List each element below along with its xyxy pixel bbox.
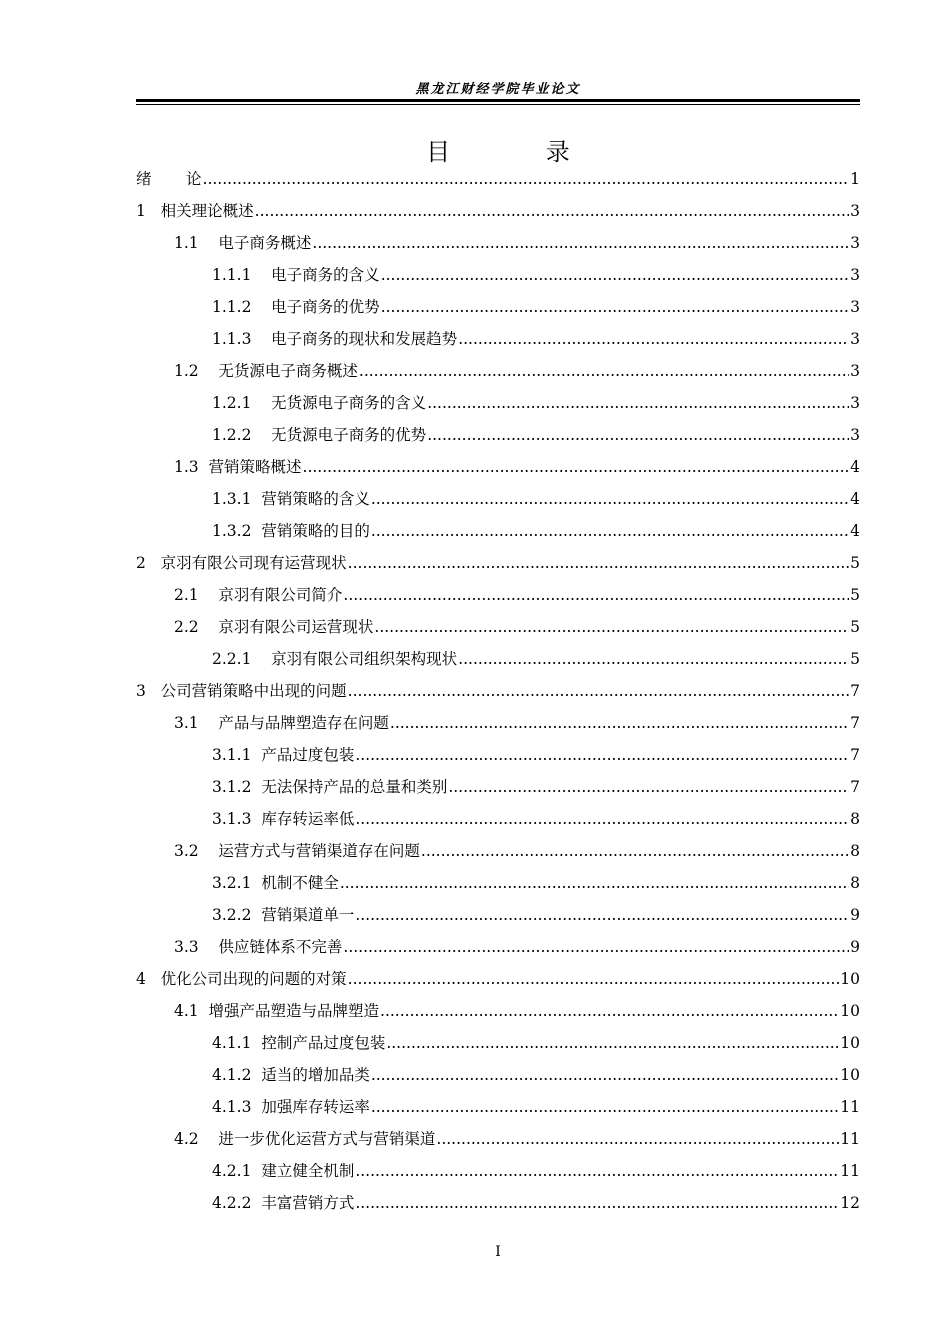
toc-entry-gap [251, 520, 261, 542]
page-number: I [495, 1244, 501, 1260]
toc-entry-title: 京羽有限公司运营现状 [218, 618, 374, 636]
toc-entry[interactable] [212, 744, 860, 766]
toc-entry-gap [146, 552, 161, 574]
toc-entry-leader [355, 1192, 839, 1214]
toc-entry-page: 5 [850, 618, 860, 636]
toc-entry-number: 3.3 [174, 938, 199, 956]
toc-entry-page: 4 [850, 458, 860, 476]
toc-entry-gap [146, 200, 161, 222]
toc-entry-number: 4.1.1 [212, 1034, 252, 1052]
toc-entry-leader [343, 584, 849, 606]
toc-entry-leader [448, 776, 849, 798]
toc-entry-title: 营销策略的含义 [261, 490, 370, 508]
toc-entry-number: 1.3.2 [212, 522, 252, 540]
toc-entry[interactable] [212, 488, 860, 510]
toc-entry[interactable] [136, 552, 860, 574]
toc-entry[interactable] [174, 616, 860, 638]
toc-entry-number: 4 [136, 970, 146, 988]
toc-entry-title: 京羽有限公司组织架构现状 [271, 650, 458, 668]
toc-entry[interactable] [212, 872, 860, 894]
toc-entry-title: 营销策略概述 [208, 458, 302, 476]
toc-entry-leader [355, 808, 849, 830]
toc-entry-gap [251, 424, 271, 446]
toc-entry-number: 2.2 [174, 618, 199, 636]
toc-entry-gap [199, 584, 219, 606]
toc-entry-gap [251, 1096, 261, 1118]
toc-entry-leader [355, 1160, 839, 1182]
toc-entry-number: 2.2.1 [212, 650, 252, 668]
toc-entry-leader [348, 968, 840, 990]
toc-entry[interactable] [212, 296, 860, 318]
toc-entry[interactable] [212, 904, 860, 926]
toc-entry-leader [421, 840, 849, 862]
toc-entry-number: 3.1 [174, 714, 199, 732]
toc-entry-page: 5 [850, 554, 860, 572]
toc-entry-number: 1.2.2 [212, 426, 252, 444]
toc-entry-page: 3 [850, 426, 860, 444]
toc-entry-title: 营销渠道单一 [261, 906, 355, 924]
toc-entry-leader [355, 904, 849, 926]
toc-entry-gap [251, 296, 271, 318]
toc-entry-number: 4.2.2 [212, 1194, 252, 1212]
toc-entry[interactable] [174, 1000, 860, 1022]
toc-entry-page: 10 [840, 1002, 860, 1020]
toc-title: 目 录 [426, 138, 614, 166]
toc-entry-leader [427, 392, 849, 414]
toc-entry-title: 库存转运率低 [261, 810, 355, 828]
toc-entry-leader [359, 360, 849, 382]
toc-entry-gap [199, 936, 219, 958]
toc-entry-gap [251, 264, 271, 286]
toc-entry-gap [251, 744, 261, 766]
toc-entry-page: 3 [850, 234, 860, 252]
toc-entry-title: 营销策略的目的 [261, 522, 370, 540]
toc-entry-gap [251, 488, 261, 510]
toc-entry-page: 10 [840, 970, 860, 988]
toc-entry-page: 3 [850, 202, 860, 220]
toc-entry-title: 无货源电子商务的优势 [271, 426, 427, 444]
toc-entry-gap [251, 872, 261, 894]
toc-entry-title: 相关理论概述 [160, 202, 254, 220]
toc-entry-title: 优化公司出现的问题的对策 [160, 970, 347, 988]
toc-entry-number: 3.2 [174, 842, 199, 860]
toc-entry-number: 1 [136, 202, 146, 220]
toc-entry-page: 11 [840, 1130, 860, 1148]
toc-entry-leader [374, 616, 849, 638]
toc-entry-title: 控制产品过度包装 [261, 1034, 386, 1052]
toc-entry-title: 增强产品塑造与品牌塑造 [208, 1002, 380, 1020]
toc-entry-gap [146, 680, 161, 702]
toc-entry-title: 产品过度包装 [261, 746, 355, 764]
toc-entry-page: 5 [850, 650, 860, 668]
toc-entry-leader [381, 296, 849, 318]
toc-entry-title: 供应链体系不完善 [218, 938, 343, 956]
toc-entry-page: 8 [850, 842, 860, 860]
toc-entry-page: 4 [850, 522, 860, 540]
toc-entry-title: 运营方式与营销渠道存在问题 [218, 842, 420, 860]
toc-entry[interactable] [212, 1160, 860, 1182]
toc-entry-leader [427, 424, 849, 446]
toc-entry[interactable] [136, 168, 860, 190]
toc-entry-number: 1.1.3 [212, 330, 252, 348]
toc-entry-gap [251, 648, 271, 670]
toc-entry-leader [255, 200, 849, 222]
toc-entry-page: 9 [850, 906, 860, 924]
toc-entry-page: 5 [850, 586, 860, 604]
toc-entry[interactable] [136, 968, 860, 990]
header-rule-thick [136, 99, 860, 102]
toc-entry[interactable] [212, 648, 860, 670]
toc-entry-number: 3 [136, 682, 146, 700]
toc-entry-title: 公司营销策略中出现的问题 [160, 682, 347, 700]
toc-entry-page: 3 [850, 362, 860, 380]
toc-entry-gap [251, 808, 261, 830]
toc-entry-number: 4.1.2 [212, 1066, 252, 1084]
toc-entry[interactable] [136, 680, 860, 702]
toc-entry-leader [371, 1064, 839, 1086]
toc-entry-title: 无货源电子商务概述 [218, 362, 358, 380]
toc-entry-page: 8 [850, 874, 860, 892]
toc-entry-page: 12 [840, 1194, 860, 1212]
toc-entry-gap [146, 968, 161, 990]
toc-entry-number: 3.1.3 [212, 810, 252, 828]
toc-entry-number: 1.1.2 [212, 298, 252, 316]
toc-entry-number: 4.2.1 [212, 1162, 252, 1180]
toc-entry-page: 1 [850, 170, 860, 188]
toc-entry-title: 产品与品牌塑造存在问题 [218, 714, 389, 732]
toc-entry-gap [251, 1032, 261, 1054]
toc-entry-page: 7 [850, 714, 860, 732]
toc-entry-leader [348, 552, 849, 574]
toc-entry-page: 7 [850, 778, 860, 796]
toc-entry[interactable] [174, 712, 860, 734]
toc-entry-leader [371, 1096, 839, 1118]
toc-entry-title: 适当的增加品类 [261, 1066, 370, 1084]
toc-entry-gap [251, 1064, 261, 1086]
toc-entry-gap [251, 1160, 261, 1182]
toc-entry-title: 进一步优化运营方式与营销渠道 [218, 1130, 436, 1148]
toc-entry-leader [355, 744, 849, 766]
header-rule-thin [136, 104, 860, 105]
toc-entry-number: 1.2.1 [212, 394, 252, 412]
toc-entry-number: 1.1 [174, 234, 199, 252]
toc-entry[interactable] [174, 584, 860, 606]
toc-entry-number: 3.2.1 [212, 874, 252, 892]
toc-entry-page: 11 [840, 1162, 860, 1180]
toc-entry-number: 1.3 [174, 458, 199, 476]
toc-entry-leader [381, 264, 849, 286]
toc-entry[interactable] [174, 1128, 860, 1150]
toc-entry-leader [436, 1128, 839, 1150]
toc-entry-page: 3 [850, 266, 860, 284]
toc-entry-title: 京羽有限公司现有运营现状 [160, 554, 347, 572]
toc-entry-number: 2.1 [174, 586, 199, 604]
toc-entry[interactable] [212, 1032, 860, 1054]
toc-entry[interactable] [212, 520, 860, 542]
toc-entry[interactable] [212, 328, 860, 350]
toc-entry-title: 无法保持产品的总量和类别 [261, 778, 448, 796]
toc-entry[interactable] [212, 1064, 860, 1086]
toc-entry-number: 1.2 [174, 362, 199, 380]
toc-entry-title: 加强库存转运率 [261, 1098, 370, 1116]
toc-entry-leader [390, 712, 849, 734]
toc-entry-number: 3.1.1 [212, 746, 252, 764]
toc-entry-page: 7 [850, 746, 860, 764]
toc-entry-leader [340, 872, 849, 894]
toc-entry-gap [199, 1000, 209, 1022]
toc-entry-number: 1.3.1 [212, 490, 252, 508]
toc-entry-page: 11 [840, 1098, 860, 1116]
toc-entry-gap [199, 840, 219, 862]
toc-entry-gap [251, 1192, 261, 1214]
toc-entry[interactable] [174, 840, 860, 862]
toc-entry-leader [386, 1032, 839, 1054]
toc-entry-gap [199, 1128, 219, 1150]
toc-entry-title: 京羽有限公司简介 [218, 586, 343, 604]
toc-entry[interactable] [174, 456, 860, 478]
toc-entry-leader [303, 456, 850, 478]
toc-entry-number: 4.1.3 [212, 1098, 252, 1116]
toc-entry-number: 3.1.2 [212, 778, 252, 796]
toc-entry-page: 3 [850, 394, 860, 412]
toc-entry-title: 机制不健全 [261, 874, 339, 892]
toc-entry-title: 电子商务的现状和发展趋势 [271, 330, 458, 348]
toc-entry-page: 4 [850, 490, 860, 508]
toc-entry-number: 4.2 [174, 1130, 199, 1148]
toc-entry[interactable] [212, 808, 860, 830]
toc-entry[interactable] [212, 776, 860, 798]
toc-entry-title: 无货源电子商务的含义 [271, 394, 427, 412]
toc-entry-title: 电子商务的优势 [271, 298, 380, 316]
toc-entry-gap [152, 168, 187, 190]
toc-entry-gap [251, 328, 271, 350]
toc-entry-title: 电子商务的含义 [271, 266, 380, 284]
toc-entry-gap [251, 904, 261, 926]
toc-entry-title: 电子商务概述 [218, 234, 312, 252]
toc-entry-page: 9 [850, 938, 860, 956]
toc-entry-gap [251, 392, 271, 414]
toc-entry-leader [343, 936, 849, 958]
toc-entry-gap [199, 712, 219, 734]
toc-entry-page: 8 [850, 810, 860, 828]
toc-entry-title: 论 [186, 170, 202, 188]
toc-entry-page: 10 [840, 1066, 860, 1084]
toc-entry-leader [380, 1000, 839, 1022]
toc-entry[interactable] [174, 360, 860, 382]
toc-entry-gap [251, 776, 261, 798]
toc-entry-gap [199, 232, 219, 254]
toc-entry-title: 丰富营销方式 [261, 1194, 355, 1212]
toc-entry[interactable] [174, 232, 860, 254]
toc-entry-gap [199, 360, 219, 382]
toc-entry-gap [199, 616, 219, 638]
toc-entry-leader [312, 232, 849, 254]
toc-entry-title: 建立健全机制 [261, 1162, 355, 1180]
toc-entry[interactable] [174, 936, 860, 958]
toc-entry-page: 3 [850, 298, 860, 316]
toc-entry-leader [458, 328, 849, 350]
toc-entry-number: 2 [136, 554, 146, 572]
toc-entry-number: 绪 [136, 170, 152, 188]
toc-entry-number: 3.2.2 [212, 906, 252, 924]
toc-entry-number: 4.1 [174, 1002, 199, 1020]
toc-entry-leader [458, 648, 849, 670]
toc-entry-page: 3 [850, 330, 860, 348]
toc-entry-page: 10 [840, 1034, 860, 1052]
toc-entry[interactable] [212, 1192, 860, 1214]
toc-entry-page: 7 [850, 682, 860, 700]
toc-entry[interactable] [212, 264, 860, 286]
toc-entry[interactable] [212, 424, 860, 446]
toc-entry[interactable] [212, 1096, 860, 1118]
toc-entry[interactable] [136, 200, 860, 222]
toc-entry-leader [371, 488, 849, 510]
running-header: 黑龙江财经学院毕业论文 [415, 82, 581, 97]
toc-entry-gap [199, 456, 209, 478]
toc-entry[interactable] [212, 392, 860, 414]
toc-entry-leader [348, 680, 849, 702]
toc-entry-leader [371, 520, 849, 542]
toc-entry-leader [203, 168, 850, 190]
toc-entry-number: 1.1.1 [212, 266, 252, 284]
